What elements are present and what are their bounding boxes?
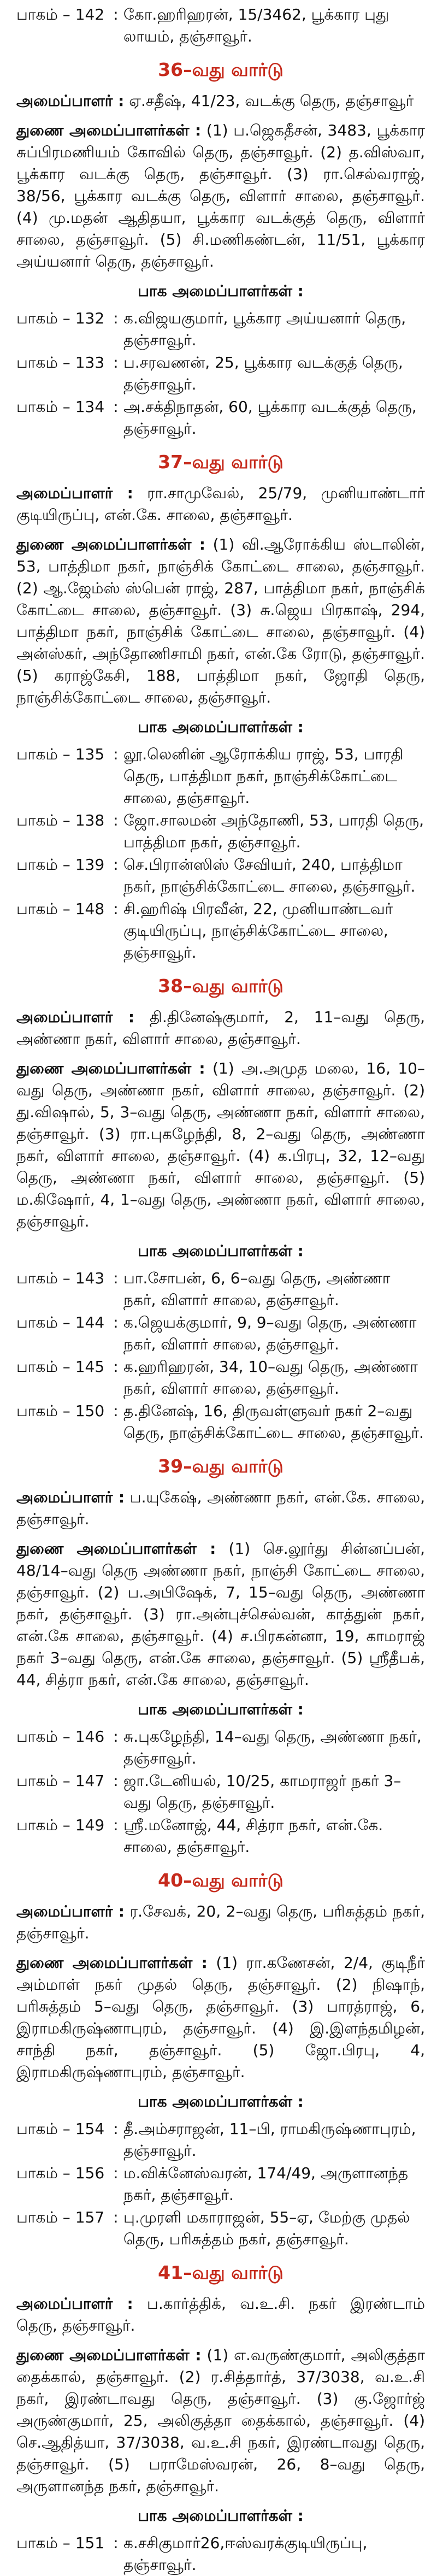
ward-section bbox=[16, 56, 425, 440]
organizer-text: தி.தினேஷ்குமார், 2, 11–வது தெரு, அண்ணா நகர், விளார் சாலை, தஞ்சாவூர். bbox=[16, 1008, 425, 1048]
booth-row bbox=[16, 1814, 425, 1858]
deputy-organizers bbox=[16, 1538, 425, 1691]
booth-organizer: க.சசிகுமார்26,ஈஸ்வரக்குடியிருப்பு, தஞ்சாவூர். bbox=[123, 2534, 368, 2574]
ward-title: 41–வது வார்டு bbox=[158, 2262, 284, 2283]
ward-section bbox=[16, 1867, 425, 2250]
booth-code: பாகம் – 143 bbox=[16, 1269, 105, 1287]
colon-separator: : bbox=[113, 5, 119, 23]
deputy-organizers bbox=[16, 534, 425, 709]
deputy-label: துணை அமைப்பாளர்கள் : bbox=[16, 1540, 216, 1558]
colon-separator: : bbox=[113, 309, 119, 327]
organizer-label: அமைப்பாளர் : bbox=[16, 1008, 135, 1026]
organizer-text: ப.கார்த்திக், வ.உ.சி. நகர் இரண்டாம் தெரு, தஞ்சாவூர். bbox=[16, 2295, 426, 2335]
organizer-label: அமைப்பாளர் : bbox=[16, 2295, 133, 2313]
booth-code: பாகம் – 134 bbox=[16, 398, 105, 416]
deputy-text: (1) அ.அமுத மலை, 16, 10–வது தெரு, அண்ணா நகர், விளார் சாலை, தஞ்சாவூர். (2) து.விஷால், 5, 3–வது தெரு, அண்ணா நகர், விளார் சாலை, தஞ்சாவூர். (3) ரா.புகழேந்தி, 8, 2–வது தெரு, அண்ணா நகர், விளார் சாலை, தஞ்சாவூர். (4) க.பிரபு, 32, 12–வது தெரு, அண்ணா நகர், விளார் சாலை, தஞ்சாவூர். (5) ம.கிஷோர், 4, 1–வது தெரு, அண்ணா நகர், விளார் சாலை, தஞ்சாவூர். bbox=[16, 1059, 425, 1230]
booth-row bbox=[16, 744, 425, 809]
booth-row bbox=[16, 1312, 425, 1355]
booth-row bbox=[16, 2118, 425, 2162]
booth-code: பாகம் – 157 bbox=[16, 2208, 105, 2226]
organizer-label: அமைப்பாளர் : bbox=[16, 92, 125, 110]
colon-separator: : bbox=[113, 811, 119, 829]
booth-organizer: ப.சரவணன், 25, பூக்கார வடக்குத் தெரு, தஞ்சாவூர். bbox=[123, 353, 403, 393]
booth-code: பாகம் – 135 bbox=[16, 745, 105, 763]
deputy-organizers bbox=[16, 1952, 425, 2083]
colon-separator: : bbox=[113, 2208, 119, 2226]
organizer-text: ரா.சாமுவேல், 25/79, முனியாண்டார் குடியிருப்பு, என்.கே. சாலை, தஞ்சாவூர். bbox=[16, 484, 425, 524]
organizer-text: ர.சேவக், 20, 2–வது தெரு, பரிசுத்தம் நகர், தஞ்சாவூர். bbox=[16, 1902, 426, 1942]
ward-section bbox=[16, 2259, 425, 2576]
organizer-label: அமைப்பாளர் : bbox=[16, 1488, 125, 1506]
booth-code: பாகம் – 139 bbox=[16, 856, 105, 874]
booth-code: பாகம் – 146 bbox=[16, 1728, 105, 1746]
booth-row bbox=[16, 810, 425, 853]
ward-title: 36–வது வார்டு bbox=[158, 59, 284, 80]
booth-row bbox=[16, 898, 425, 964]
booth-organizer: செ.பிரான்ஸிஸ் சேவியர், 240, பாத்திமா நகர், நாஞ்சிக்கோட்டை சாலை, தஞ்சாவூர். bbox=[123, 856, 416, 895]
booth-organizers-heading: பாக அமைப்பாளர்கள் : bbox=[138, 2507, 304, 2525]
deputy-label: துணை அமைப்பாளர்கள் : bbox=[16, 1954, 208, 1972]
booth-row bbox=[16, 2207, 425, 2250]
booth-organizer: தீ.அம்சராஜன், 11–பி, ராமகிருஷ்ணாபுரம், தஞ்சாவூர். bbox=[123, 2120, 416, 2160]
booth-row bbox=[16, 2532, 425, 2576]
colon-separator: : bbox=[113, 353, 119, 372]
booth-code: பாகம் – 151 bbox=[16, 2534, 105, 2552]
colon-separator: : bbox=[113, 2164, 119, 2182]
colon-separator: : bbox=[113, 398, 119, 416]
deputy-text: (1) எ.வருண்குமார், அலிகுத்தா தைக்கால், தஞ்சாவூர். (2) ர.சித்தார்த், 37/3038, வ.உ.சி நகர், இரண்டாவது தெரு, தஞ்சாவூர். (3) கு.ஜோர்ஜ் அருண்குமார், 25, அலிகுத்தா தைக்கால், தஞ்சாவூர். (4) செ.ஆதித்யா, 37/3038, வ.உ.சி நகர், இரண்டாவது தெரு, தஞ்சாவூர். (5) பராமேஸ்வரன், 26, 8–வது தெரு, அருளானந்த நகர், தஞ்சாவூர். bbox=[16, 2346, 425, 2495]
booth-organizer: கோ.ஹரிஹரன், 15/3462, பூக்கார புது லாயம், தஞ்சாவூர். bbox=[123, 5, 389, 45]
booth-organizer: சு.புகழேந்தி, 14–வது தெரு, அண்ணா நகர், தஞ்சாவூர். bbox=[123, 1728, 422, 1767]
booth-organizer: ஸ்ரீ.மனோஜ், 44, சித்ரா நகர், என்.கே. சாலை, தஞ்சாவூர். bbox=[123, 1816, 383, 1856]
colon-separator: : bbox=[113, 745, 119, 763]
deputy-text: (1) ரா.கணேசன், 2/4, குடிநீர் அம்மாள் நகர் முதல் தெரு, தஞ்சாவூர். (2) நிஷாந், பரிசுத்தம் 5–வது தெரு, தஞ்சாவூர். (3) பாரத்ராஜ், 6, இராமகிருஷ்ணாபுரம், தஞ்சாவூர். (4) இ.இளந்தமிழன், சாந்தி நகர், தஞ்சாவூர். (5) ஜோ.பிரபு, 4, இராமகிருஷ்ணாபுரம், தஞ்சாவூர். bbox=[16, 1954, 425, 2081]
deputy-label: துணை அமைப்பாளர்கள் : bbox=[16, 2346, 202, 2364]
booth-row bbox=[16, 1726, 425, 1770]
organizer bbox=[16, 1901, 425, 1944]
colon-separator: : bbox=[113, 1358, 119, 1376]
colon-separator: : bbox=[113, 1402, 119, 1420]
booth-row bbox=[16, 1770, 425, 1814]
organizer bbox=[16, 1006, 425, 1050]
booth-row bbox=[16, 308, 425, 351]
organizer-label: அமைப்பாளர் : bbox=[16, 1902, 125, 1920]
ward-section bbox=[16, 449, 425, 964]
booth-organizer: ம.விக்னேஸ்வரன், 174/49, அருளானந்த நகர், தஞ்சாவூர். bbox=[123, 2164, 409, 2204]
booth-organizer: த.தினேஷ், 16, திருவள்ளுவர் நகர் 2–வது தெரு, நாஞ்சிக்கோட்டை சாலை, தஞ்சாவூர். bbox=[123, 1402, 424, 1442]
deputy-organizers bbox=[16, 2344, 425, 2497]
organizer-label: அமைப்பாளர் : bbox=[16, 484, 133, 502]
booth-organizer: க.விஜயகுமார், பூக்கார அய்யனார் தெரு, தஞ்சாவூர். bbox=[123, 309, 406, 349]
booth-organizers-heading: பாக அமைப்பாளர்கள் : bbox=[138, 2092, 304, 2111]
booth-row bbox=[16, 1356, 425, 1400]
booth-code: பாகம் – 149 bbox=[16, 1816, 105, 1834]
booth-code: பாகம் – 156 bbox=[16, 2164, 105, 2182]
booth-code: பாகம் – 147 bbox=[16, 1772, 105, 1790]
booth-organizer: க.ஹரிஹரன், 34, 10–வது தெரு, அண்ணா நகர், விளார் சாலை, தஞ்சாவூர். bbox=[123, 1358, 418, 1398]
booth-code: பாகம் – 150 bbox=[16, 1402, 105, 1420]
colon-separator: : bbox=[113, 1816, 119, 1834]
booth-organizers-heading: பாக அமைப்பாளர்கள் : bbox=[138, 1242, 304, 1260]
colon-separator: : bbox=[113, 1313, 119, 1331]
booth-organizer: ஜா.டேனியல், 10/25, காமராஜர் நகர் 3–வது தெரு, தஞ்சாவூர். bbox=[123, 1772, 401, 1812]
booth-code: பாகம் – 132 bbox=[16, 309, 105, 327]
booth-row bbox=[16, 2162, 425, 2206]
booth-organizers-heading: பாக அமைப்பாளர்கள் : bbox=[138, 718, 304, 736]
booth-code: பாகம் – 148 bbox=[16, 900, 105, 918]
booth-organizers-heading: பாக அமைப்பாளர்கள் : bbox=[138, 1700, 304, 1718]
booth-code: பாகம் – 145 bbox=[16, 1358, 105, 1376]
organizer bbox=[16, 2293, 425, 2337]
deputy-text: (1) வி.ஆரோக்கிய ஸ்டாலின், 53, பாத்திமா நகர், நாஞ்சிக் கோட்டை சாலை, தஞ்சாவூர். (2) ஆ.ஜேம்ஸ் ஸ்பென் ராஜ், 287, பாத்திமா நகர், நாஞ்சிக் கோட்டை சாலை, தஞ்சாவூர். (3) சு.ஜெய பிரகாஷ், 294, பாத்திமா நகர், நாஞ்சிக் கோட்டை சாலை, தஞ்சாவூர். (4) அன்ஸ்கர், அந்தோணிசாமி நகர், என்.கே ரோடு, தஞ்சாவூர். (5) கராஜ்கேசி, 188, பாத்திமா நகர், ஜோதி தெரு, நாஞ்சிக்கோட்டை சாலை, தஞ்சாவூர். bbox=[16, 535, 425, 706]
organizer-text: ஏ.சதீஷ், 41/23, வடக்கு தெரு, தஞ்சாவூர் bbox=[129, 92, 414, 110]
deputy-label: துணை அமைப்பாளர்கள் : bbox=[16, 1059, 205, 1077]
booth-organizer: சி.ஹரிஷ் பிரவீன், 22, முனியாண்டவர் குடியிருப்பு, நாஞ்சிக்கோட்டை சாலை, தஞ்சாவூர். bbox=[123, 900, 393, 962]
booth-organizers-heading: பாக அமைப்பாளர்கள் : bbox=[138, 282, 304, 300]
booth-organizer: க.ஜெயக்குமார், 9, 9–வது தெரு, அண்ணா நகர், விளார் சாலை, தஞ்சாவூர். bbox=[123, 1313, 417, 1353]
booth-organizer: லூ.லெனின் ஆரோக்கிய ராஜ், 53, பாரதி தெரு, பாத்திமா நகர், நாஞ்சிக்கோட்டை சாலை, தஞ்சாவூர். bbox=[123, 745, 404, 807]
ward-section bbox=[16, 972, 425, 1444]
deputy-label: துணை அமைப்பாளர்கள் : bbox=[16, 535, 205, 553]
booth-organizer: பு.முரளி மகாராஜன், 55–ஏ, மேற்கு முதல் தெரு, பரிசுத்தம் நகர், தஞ்சாவூர். bbox=[123, 2208, 410, 2248]
colon-separator: : bbox=[113, 1728, 119, 1746]
organizer bbox=[16, 1487, 425, 1530]
deputy-organizers bbox=[16, 120, 425, 273]
colon-separator: : bbox=[113, 1269, 119, 1287]
colon-separator: : bbox=[113, 900, 119, 918]
booth-code: பாகம் – 133 bbox=[16, 353, 105, 372]
organizer bbox=[16, 90, 425, 112]
ward-title: 38–வது வார்டு bbox=[158, 975, 284, 997]
booth-organizer: அ.சக்திநாதன், 60, பூக்கார வடக்குத் தெரு, தஞ்சாவூர். bbox=[123, 398, 417, 438]
booth-row bbox=[16, 1268, 425, 1311]
ward-title: 40–வது வார்டு bbox=[158, 1870, 284, 1891]
deputy-text: (1) செ.லூர்து சின்னப்பன், 48/14–வது தெரு அண்ணா நகர், நாஞ்சி கோட்டை சாலை, தஞ்சாவூர். (2) ப.அபிஷேக், 7, 15–வது தெரு, அண்ணா நகர், தஞ்சாவூர். (3) ரா.அன்புச்செல்வன், காத்துன் நகர், என்.கே சாலை, தஞ்சாவூர். (4) ச.பிரகன்னா, 19, காமராஜ் நகர் 3–வது தெரு, என்.கே சாலை, தஞ்சாவூர். (5) ஸ்ரீதீபக், 44, சித்ரா நகர், என்.கே சாலை, தஞ்சாவூர். bbox=[16, 1540, 426, 1689]
deputy-label: துணை அமைப்பாளர்கள் : bbox=[16, 121, 202, 139]
booth-row bbox=[16, 396, 425, 440]
colon-separator: : bbox=[113, 2534, 119, 2552]
booth-code: பாகம் – 138 bbox=[16, 811, 105, 829]
organizer-text: ப.யுகேஷ், அண்ணா நகர், என்.கே. சாலை, தஞ்சாவூர். bbox=[16, 1488, 425, 1528]
organizer bbox=[16, 482, 425, 526]
ward-title: 39–வது வார்டு bbox=[158, 1455, 284, 1477]
ward-section bbox=[16, 1453, 425, 1858]
booth-row bbox=[16, 1400, 425, 1444]
colon-separator: : bbox=[113, 856, 119, 874]
booth-code: பாகம் – 154 bbox=[16, 2120, 105, 2138]
booth-row bbox=[16, 4, 425, 48]
booth-organizer: ஜோ.சாலமன் அந்தோணி, 53, பாரதி தெரு, பாத்திமா நகர், தஞ்சாவூர். bbox=[123, 811, 424, 851]
ward-title: 37–வது வார்டு bbox=[158, 451, 284, 473]
booth-code: பாகம் – 144 bbox=[16, 1313, 105, 1331]
booth-row bbox=[16, 352, 425, 396]
colon-separator: : bbox=[113, 1772, 119, 1790]
deputy-organizers bbox=[16, 1058, 425, 1233]
booth-code: பாகம் – 142 bbox=[16, 5, 105, 23]
colon-separator: : bbox=[113, 2120, 119, 2138]
booth-organizer: பா.சோபன், 6, 6–வது தெரு, அண்ணா நகர், விளார் சாலை, தஞ்சாவூர். bbox=[123, 1269, 391, 1309]
booth-row bbox=[16, 854, 425, 898]
deputy-text: (1) ப.ஜெகதீசன், 3483, பூக்கார சுப்பிரமணியம் கோவில் தெரு, தஞ்சாவூர். (2) த.விஸ்வா, பூக்கார வடக்கு தெரு, தஞ்சாவூர். (3) ரா.செல்வராஜ், 38/56, பூக்கார வடக்கு தெரு, விளார் சாலை, தஞ்சாவூர். (4) மு.மதன் ஆதிதயா, பூக்கார வடக்குத் தெரு, விளார் சாலை, தஞ்சாவூர். (5) சி.மணிகண்டன், 11/51, பூக்கார அய்யனார் தெரு, தஞ்சாவூர். bbox=[16, 121, 426, 270]
